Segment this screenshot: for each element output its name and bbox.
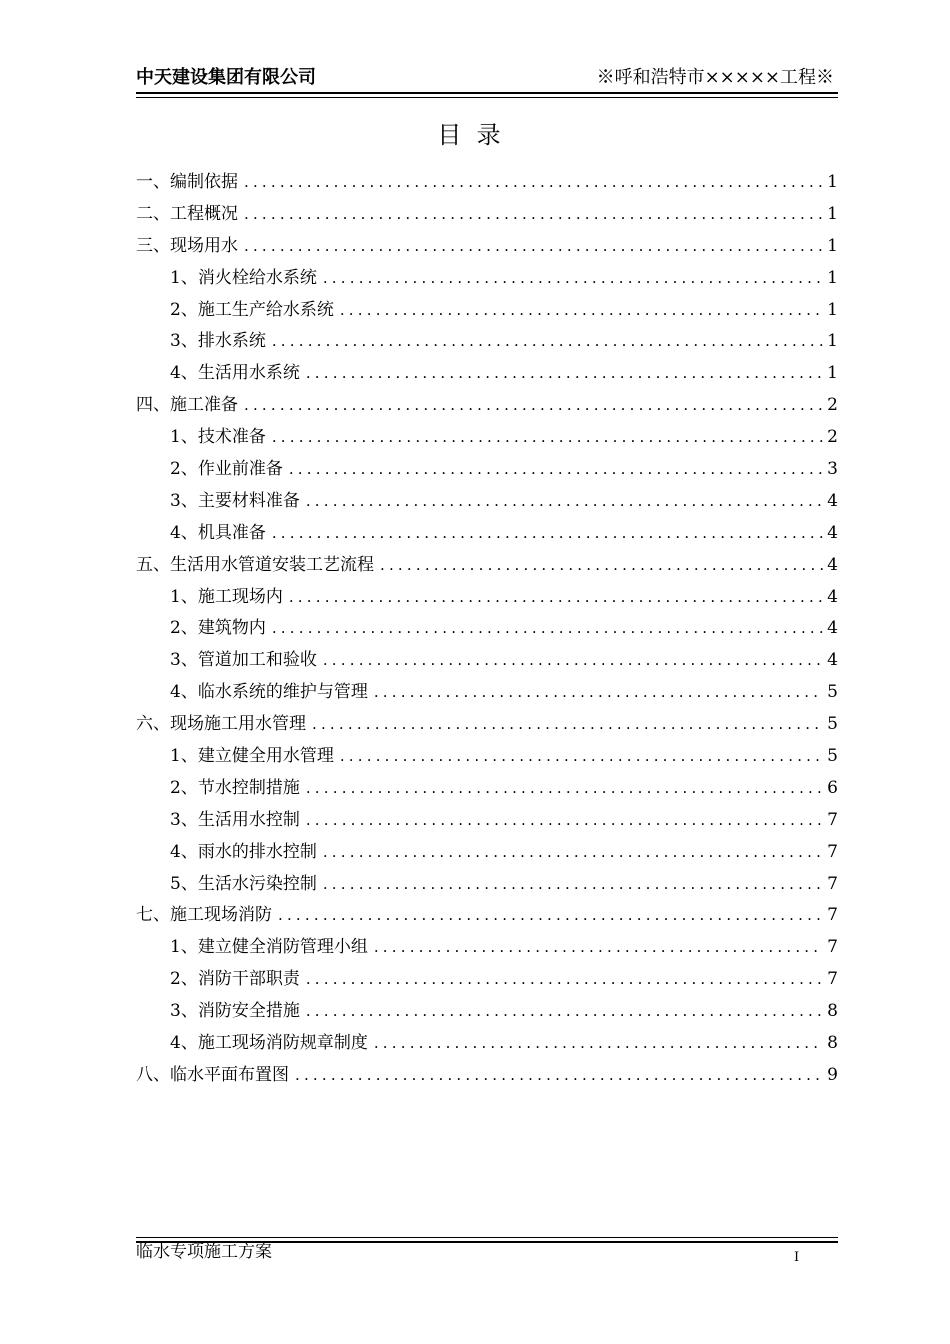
toc-entry-page-number: 1	[827, 267, 838, 288]
toc-entry[interactable]	[136, 326, 838, 358]
toc-entry-label: 4、机具准备	[170, 522, 266, 543]
table-of-contents	[136, 167, 838, 1092]
toc-dot-leader	[289, 582, 823, 614]
toc-dot-leader	[272, 613, 823, 645]
toc-dot-leader	[295, 1060, 823, 1092]
toc-entry-label: 2、建筑物内	[170, 618, 266, 639]
toc-entry-label: 3、管道加工和验收	[170, 650, 317, 671]
toc-title	[0, 119, 950, 151]
toc-entry-page-number: 8	[827, 1033, 838, 1054]
toc-entry[interactable]	[136, 358, 838, 390]
toc-entry-page-number: 1	[827, 299, 838, 320]
header-project-name: ※呼和浩特市×××××工程※	[596, 67, 834, 88]
toc-entry-page-number: 7	[827, 809, 838, 830]
toc-entry[interactable]	[136, 996, 838, 1028]
toc-entry-label: 3、生活用水控制	[170, 809, 300, 830]
toc-entry-label: 二、工程概况	[136, 203, 238, 224]
toc-dot-leader	[323, 645, 823, 677]
toc-entry-page-number: 7	[827, 969, 838, 990]
toc-entry[interactable]	[136, 231, 838, 263]
toc-entry[interactable]	[136, 837, 838, 869]
toc-entry[interactable]	[136, 486, 838, 518]
toc-entry[interactable]	[136, 518, 838, 550]
toc-entry[interactable]	[136, 550, 838, 582]
toc-entry-label: 六、现场施工用水管理	[136, 714, 306, 735]
toc-entry[interactable]	[136, 773, 838, 805]
toc-entry-page-number: 4	[827, 490, 838, 511]
toc-dot-leader	[323, 263, 823, 295]
toc-entry[interactable]	[136, 295, 838, 327]
toc-entry-label: 4、施工现场消防规章制度	[170, 1033, 368, 1054]
toc-dot-leader	[306, 486, 823, 518]
toc-entry-page-number: 6	[827, 777, 838, 798]
toc-dot-leader	[278, 900, 823, 932]
toc-entry-page-number: 1	[827, 235, 838, 256]
toc-entry-label: 七、施工现场消防	[136, 905, 272, 926]
toc-entry[interactable]	[136, 805, 838, 837]
toc-entry[interactable]	[136, 199, 838, 231]
header-rule	[136, 92, 838, 94]
toc-entry-page-number: 2	[827, 427, 838, 448]
toc-dot-leader	[306, 773, 823, 805]
toc-entry-label: 4、雨水的排水控制	[170, 841, 317, 862]
toc-entry[interactable]	[136, 454, 838, 486]
toc-entry-label: 1、消火栓给水系统	[170, 267, 317, 288]
toc-entry-label: 三、现场用水	[136, 235, 238, 256]
toc-entry-label: 2、作业前准备	[170, 459, 283, 480]
toc-entry[interactable]	[136, 645, 838, 677]
toc-entry-label: 2、消防干部职责	[170, 969, 300, 990]
toc-entry-page-number: 7	[827, 841, 838, 862]
toc-dot-leader	[306, 805, 823, 837]
toc-dot-leader	[306, 358, 823, 390]
toc-dot-leader	[289, 454, 823, 486]
toc-dot-leader	[374, 932, 823, 964]
toc-entry-label: 1、施工现场内	[170, 586, 283, 607]
toc-entry-page-number: 1	[827, 363, 838, 384]
toc-entry[interactable]	[136, 582, 838, 614]
toc-entry-label: 1、技术准备	[170, 427, 266, 448]
header-rule-inner	[136, 97, 838, 98]
toc-entry[interactable]	[136, 263, 838, 295]
toc-title-text: 目 录	[437, 121, 501, 149]
toc-entry[interactable]	[136, 964, 838, 996]
toc-entry-label: 4、生活用水系统	[170, 363, 300, 384]
toc-dot-leader	[374, 677, 823, 709]
toc-entry-label: 1、建立健全消防管理小组	[170, 937, 368, 958]
toc-dot-leader	[374, 1028, 823, 1060]
toc-entry-page-number: 4	[827, 650, 838, 671]
toc-dot-leader	[244, 231, 823, 263]
toc-entry[interactable]	[136, 422, 838, 454]
toc-entry-label: 2、节水控制措施	[170, 777, 300, 798]
toc-dot-leader	[323, 837, 823, 869]
toc-entry-label: 3、排水系统	[170, 331, 266, 352]
toc-entry-page-number: 4	[827, 554, 838, 575]
toc-entry-page-number: 7	[827, 905, 838, 926]
toc-entry-page-number: 7	[827, 937, 838, 958]
toc-entry-label: 2、施工生产给水系统	[170, 299, 334, 320]
toc-entry-label: 八、临水平面布置图	[136, 1064, 289, 1085]
toc-entry-page-number: 5	[827, 682, 838, 703]
toc-entry[interactable]	[136, 869, 838, 901]
toc-entry-page-number: 1	[827, 203, 838, 224]
toc-entry-label: 3、主要材料准备	[170, 490, 300, 511]
toc-entry-label: 五、生活用水管道安装工艺流程	[136, 554, 374, 575]
toc-dot-leader	[244, 199, 823, 231]
toc-entry-label: 3、消防安全措施	[170, 1001, 300, 1022]
toc-entry[interactable]	[136, 709, 838, 741]
toc-entry-label: 四、施工准备	[136, 395, 238, 416]
toc-entry-label: 一、编制依据	[136, 172, 238, 192]
toc-entry-page-number: 9	[827, 1064, 838, 1085]
toc-entry-label: 5、生活水污染控制	[170, 873, 317, 894]
toc-dot-leader	[272, 422, 823, 454]
toc-entry[interactable]	[136, 390, 838, 422]
toc-entry-page-number: 4	[827, 522, 838, 543]
toc-dot-leader	[244, 167, 823, 199]
toc-dot-leader	[340, 741, 823, 773]
toc-dot-leader	[323, 869, 823, 901]
toc-entry[interactable]	[136, 900, 838, 932]
toc-dot-leader	[272, 326, 823, 358]
toc-entry-page-number: 2	[827, 395, 838, 416]
toc-entry-page-number: 5	[827, 746, 838, 767]
toc-entry-label: 1、建立健全用水管理	[170, 746, 334, 767]
toc-dot-leader	[306, 964, 823, 996]
footer-page-number: I	[794, 1250, 800, 1265]
toc-dot-leader	[272, 518, 823, 550]
header-company-name: 中天建设集团有限公司	[136, 67, 316, 88]
toc-entry[interactable]	[136, 613, 838, 645]
toc-entry[interactable]	[136, 932, 838, 964]
toc-dot-leader	[244, 390, 823, 422]
toc-dot-leader	[312, 709, 823, 741]
toc-entry-page-number: 4	[827, 618, 838, 639]
toc-dot-leader	[306, 996, 823, 1028]
toc-entry[interactable]	[136, 741, 838, 773]
toc-entry-page-number: 4	[827, 586, 838, 607]
toc-dot-leader	[340, 295, 823, 327]
toc-entry[interactable]	[136, 677, 838, 709]
footer-rule-inner	[136, 1237, 838, 1238]
footer-document-name: 临水专项施工方案	[136, 1242, 272, 1262]
toc-entry-page-number: 3	[827, 459, 838, 480]
toc-entry[interactable]	[136, 167, 838, 199]
toc-entry-page-number: 1	[827, 331, 838, 352]
toc-entry-page-number: 1	[827, 172, 838, 192]
toc-entry-page-number: 7	[827, 873, 838, 894]
toc-entry-page-number: 5	[827, 714, 838, 735]
toc-dot-leader	[380, 550, 823, 582]
toc-entry[interactable]	[136, 1060, 838, 1092]
toc-entry-page-number: 8	[827, 1001, 838, 1022]
toc-entry-label: 4、临水系统的维护与管理	[170, 682, 368, 703]
toc-entry[interactable]	[136, 1028, 838, 1060]
